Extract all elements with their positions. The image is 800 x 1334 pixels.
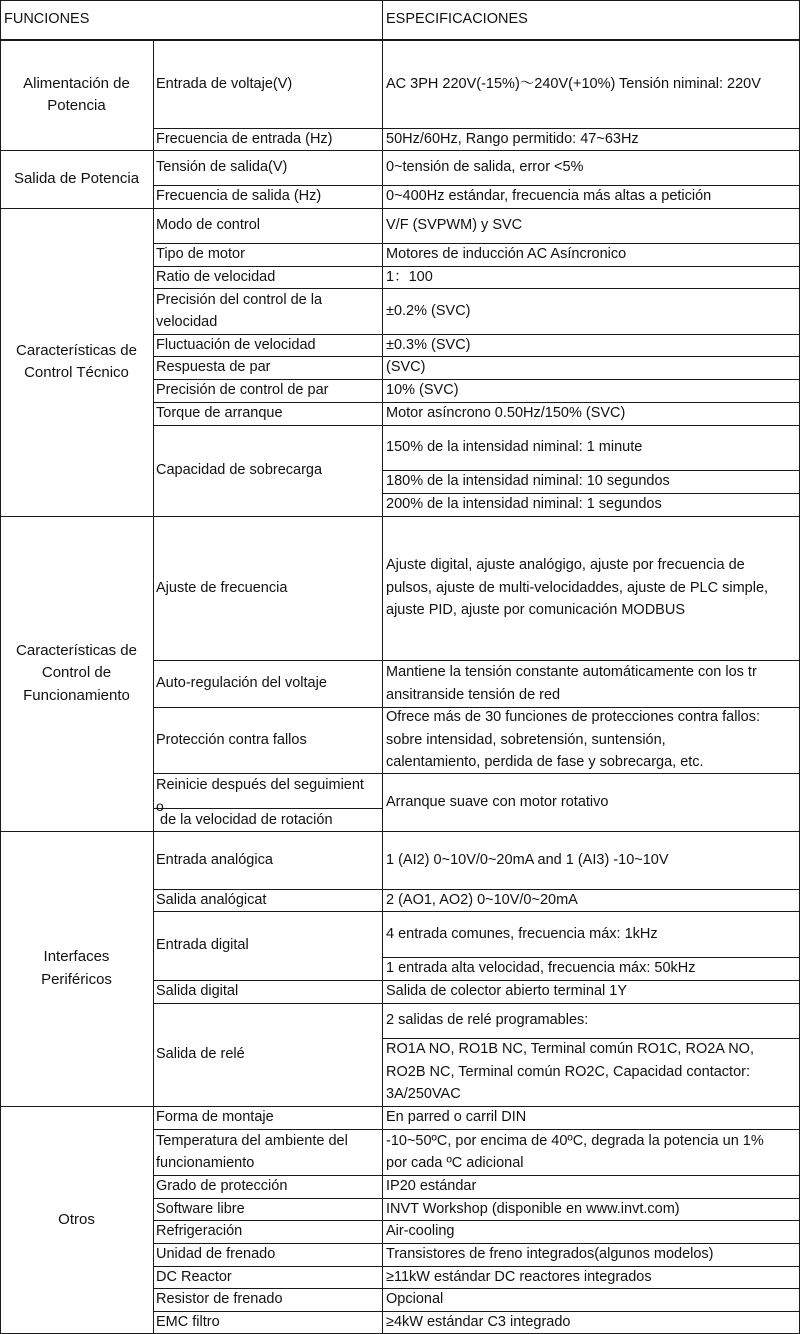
- row-label: Reinicie después del seguimient: [156, 776, 364, 793]
- row-label: Tipo de motor: [156, 246, 245, 263]
- row-value: calentamiento, perdida de fase y sobrecarga, etc.: [386, 754, 704, 771]
- row-value: 180% de la intensidad niminal: 10 segundos: [386, 473, 670, 490]
- row-label: de la velocidad de rotación: [160, 812, 333, 828]
- row-label: Salida digital: [156, 983, 239, 1000]
- row-label: Resistor de frenado: [156, 1291, 283, 1308]
- row-value: Mantiene la tensión constante automáticamente con los tr: [386, 664, 757, 680]
- category-divider: [153, 208, 154, 516]
- row-label: Fluctuación de velocidad: [156, 336, 316, 353]
- header-especificaciones: ESPECIFICACIONES: [386, 11, 528, 27]
- table-border-top: [0, 0, 800, 1]
- row-value: ±0.2% (SVC): [386, 302, 471, 319]
- row-label: Temperatura del ambiente del: [156, 1132, 348, 1149]
- row-value: AC 3PH 220V(-15%)～240V(+10%) Tensión niminal: 220V: [386, 75, 761, 92]
- row-divider: [153, 425, 800, 426]
- category-label: Control de: [41, 664, 112, 682]
- row-value: Ofrece más de 30 funciones de protecciones contra fallos:: [386, 709, 760, 726]
- category-divider: [153, 150, 154, 208]
- row-label: Torque de arranque: [156, 405, 283, 422]
- category-label: Potencia: [47, 97, 106, 114]
- row-label: Frecuencia de salida (Hz): [156, 188, 322, 205]
- row-label: Refrigeración: [156, 1223, 243, 1240]
- row-divider: [153, 1220, 800, 1221]
- row-value: ±0.3% (SVC): [386, 336, 471, 353]
- row-value: ansitranside tensión de red: [386, 686, 561, 703]
- row-value: pulsos, ajuste de multi-velocidaddes, ajuste de PLC simple,: [386, 579, 769, 596]
- row-value: 0~400Hz estándar, frecuencia más altas a petición: [386, 188, 712, 205]
- row-label: Salida analógicat: [156, 891, 267, 908]
- row-label: velocidad: [156, 314, 218, 330]
- category-label: Periféricos: [41, 970, 112, 988]
- row-value: Arranque suave con motor rotativo: [386, 793, 609, 810]
- row-label: funcionamiento: [156, 1155, 255, 1171]
- row-label: Precisión del control de la: [156, 291, 323, 308]
- category-cell: [0, 208, 153, 516]
- row-label: Salida de relé: [156, 1046, 245, 1063]
- row-value: Salida de colector abierto terminal 1Y: [386, 983, 627, 1000]
- row-label: Tensión de salida(V): [156, 159, 288, 176]
- row-value: 200% de la intensidad niminal: 1 segundos: [386, 496, 662, 513]
- category-label: Características de: [16, 341, 137, 359]
- row-label: Auto-regulación del voltaje: [156, 675, 327, 692]
- row-value: sobre intensidad, sobretensión, suntensión,: [386, 731, 666, 748]
- row-value: 3A/250VAC: [386, 1086, 461, 1103]
- row-label: Protección contra fallos: [156, 731, 307, 748]
- row-value: V/F (SVPWM) y SVC: [386, 217, 523, 234]
- row-value: Air-cooling: [386, 1223, 455, 1240]
- category-label: Control Técnico: [24, 364, 129, 381]
- header-funciones: FUNCIONES: [4, 11, 90, 27]
- column-divider: [382, 0, 383, 1334]
- category-label: Salida de Potencia: [13, 169, 140, 187]
- category-divider: [153, 40, 154, 150]
- row-divider: [153, 911, 800, 912]
- row-label: Entrada de voltaje(V): [156, 75, 293, 92]
- category-cell: [0, 150, 153, 208]
- category-cell: [0, 40, 153, 150]
- row-value: Opcional: [386, 1291, 444, 1308]
- row-label: Modo de control: [156, 217, 260, 234]
- row-label: Respuesta de par: [156, 359, 271, 376]
- row-label: Unidad de frenado: [156, 1246, 276, 1263]
- row-label: Entrada digital: [156, 937, 249, 954]
- row-value: ajuste PID, ajuste por comunicación MODBUS: [386, 602, 685, 619]
- row-value: 2 salidas de relé programables:: [386, 1012, 589, 1029]
- row-value: RO2B NC, Terminal común RO2C, Capacidad contactor:: [386, 1063, 750, 1080]
- row-value: 10% (SVC): [386, 382, 459, 399]
- category-label: Funcionamiento: [23, 686, 130, 704]
- row-value: RO1A NO, RO1B NC, Terminal común RO1C, RO2A NO,: [386, 1041, 754, 1058]
- category-divider: [153, 831, 154, 1106]
- row-value: INVT Workshop (disponible en www.invt.com): [386, 1200, 680, 1217]
- row-label: Ajuste de frecuencia: [156, 579, 288, 596]
- row-value: 1：100: [386, 268, 433, 285]
- row-value: 2 (AO1, AO2) 0~10V/0~20mA: [386, 891, 578, 908]
- category-cell: [0, 516, 153, 831]
- row-value: 150% de la intensidad niminal: 1 minute: [386, 439, 643, 456]
- row-label: Forma de montaje: [156, 1109, 274, 1126]
- row-value: Motores de inducción AC Asíncronico: [386, 246, 627, 263]
- row-label: Entrada analógica: [156, 851, 273, 868]
- category-cell: [0, 1106, 153, 1334]
- row-label: Capacidad de sobrecarga: [156, 462, 323, 479]
- row-value: 1 entrada alta velocidad, frecuencia máx: 50kHz: [386, 960, 696, 977]
- row-value: 0~tensión de salida, error <5%: [386, 159, 584, 176]
- row-value: por cada ºC adicional: [386, 1155, 524, 1171]
- row-value: 4 entrada comunes, frecuencia máx: 1kHz: [386, 925, 658, 942]
- row-value: Transistores de freno integrados(algunos modelos): [386, 1246, 714, 1263]
- row-value: (SVC): [386, 359, 426, 376]
- row-value: Motor asíncrono 0.50Hz/150% (SVC): [386, 405, 626, 422]
- row-label: o: [156, 798, 164, 814]
- category-cell: [0, 831, 153, 1106]
- row-value: 1 (AI2) 0~10V/0~20mA and 1 (AI3) -10~10V: [386, 851, 669, 868]
- row-label: Software libre: [156, 1200, 245, 1217]
- row-label: DC Reactor: [156, 1268, 232, 1285]
- category-label: Alimentación de: [23, 74, 130, 92]
- row-divider: [153, 1003, 800, 1004]
- row-value: ≥4kW estándar C3 integrado: [386, 1314, 571, 1331]
- category-label: Otros: [58, 1210, 95, 1228]
- category-label: Interfaces: [43, 948, 110, 965]
- row-value: -10~50ºC, por encima de 40ºC, degrada la potencia un 1%: [386, 1132, 764, 1149]
- row-label: Frecuencia de entrada (Hz): [156, 130, 333, 147]
- row-value: Ajuste digital, ajuste analógigo, ajuste por frecuencia de: [386, 557, 745, 574]
- row-label: Precisión de control de par: [156, 382, 329, 399]
- row-label: Grado de protección: [156, 1178, 288, 1195]
- row-value: 50Hz/60Hz, Rango permitido: 47~63Hz: [386, 130, 639, 147]
- row-value: En parred o carril DIN: [386, 1109, 527, 1126]
- row-value: IP20 estándar: [386, 1178, 477, 1195]
- row-value: ≥11kW estándar DC reactores integrados: [386, 1268, 652, 1285]
- category-divider: [153, 516, 154, 831]
- category-label: Características de: [16, 641, 137, 659]
- row-label: Ratio de velocidad: [156, 268, 276, 285]
- row-label: EMC filtro: [156, 1314, 220, 1331]
